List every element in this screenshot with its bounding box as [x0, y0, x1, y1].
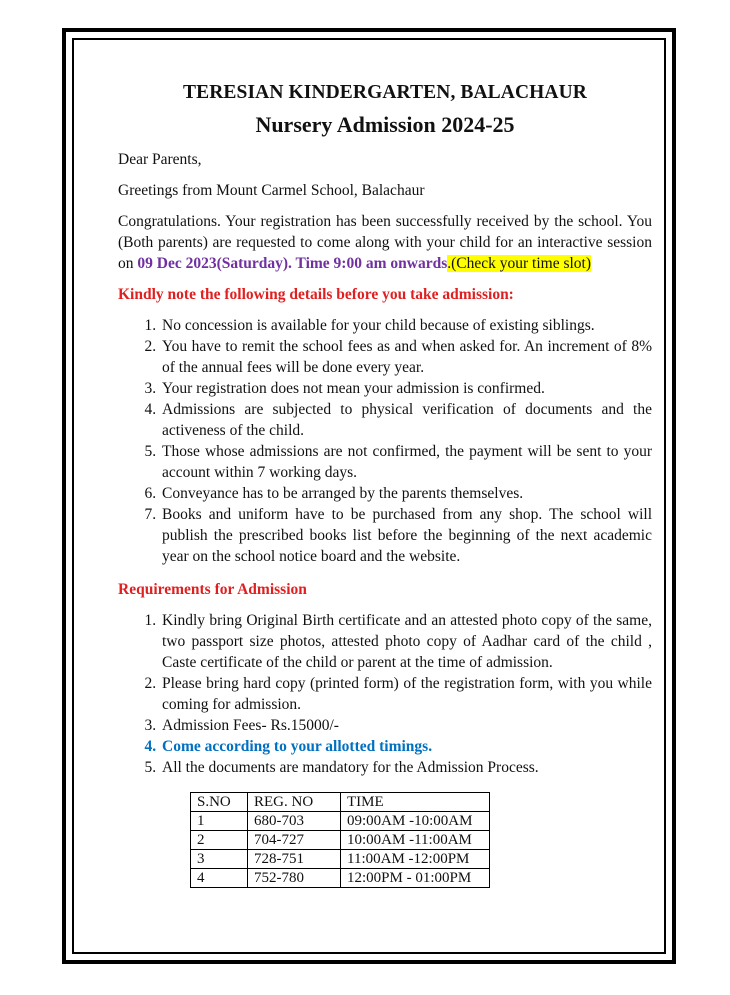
list-item: 1. Kindly bring Original Birth certificate and an attested photo copy of the same, two passport size photos, attested photo copy of Aadhar card of the child , Caste certificate of the child or parent at the time of admission. [160, 610, 652, 673]
list-item: 2. You have to remit the school fees as and when asked for. An increment of 8% of the annual fees will be done every year. [160, 336, 652, 378]
list-item: 2. Please bring hard copy (printed form) of the registration form, with you while coming for admission. [160, 673, 652, 715]
table-row [191, 850, 490, 869]
table-cell: 704-727 [248, 831, 341, 850]
table-cell: 12:00PM - 01:00PM [341, 869, 490, 888]
intro-dot: . [447, 255, 452, 272]
list-item: 5. All the documents are mandatory for the Admission Process. [160, 757, 652, 778]
list-item: 4. Admissions are subjected to physical verification of documents and the activeness of the child. [160, 399, 652, 441]
table-cell: 10:00AM -11:00AM [341, 831, 490, 850]
session-date-time: 09 Dec 2023(Saturday). Time 9:00 am onwards [137, 255, 448, 272]
greeting: Greetings from Mount Carmel School, Balachaur [118, 182, 425, 199]
requirements-list [118, 610, 652, 778]
table-cell: 4 [191, 869, 248, 888]
intro-paragraph [118, 211, 652, 274]
notice-document [118, 82, 652, 888]
table-row [191, 812, 490, 831]
intro-text: Congratulations. Your registration has been successfully received by the school. You (Both parents) are requested to come along with your child for an interactive session on [118, 213, 652, 272]
table-cell: 11:00AM -12:00PM [341, 850, 490, 869]
table-cell: 1 [191, 812, 248, 831]
table-row [191, 831, 490, 850]
details-list [118, 315, 652, 567]
list-item: 7. Books and uniform have to be purchased from any shop. The school will publish the prescribed books list before the beginning of the next academic year on the school notice board and the website. [160, 504, 652, 567]
list-item-timings: 4. Come according to your allotted timings. [160, 736, 652, 757]
table-cell: 680-703 [248, 812, 341, 831]
check-time-slot-note: (Check your time slot) [451, 255, 592, 272]
list-item: 1. No concession is available for your child because of existing siblings. [160, 315, 652, 336]
table-cell: 3 [191, 850, 248, 869]
notice-title: Nursery Admission 2024-25 [255, 112, 515, 137]
column-header: REG. NO [248, 793, 341, 812]
time-slot-table [190, 792, 490, 888]
column-header: TIME [341, 793, 490, 812]
school-name: TERESIAN KINDERGARTEN, BALACHAUR [183, 82, 587, 103]
list-item: 6. Conveyance has to be arranged by the parents themselves. [160, 483, 652, 504]
list-item: 3. Admission Fees- Rs.15000/- [160, 715, 652, 736]
details-heading: Kindly note the following details before you take admission: [118, 286, 514, 303]
list-item: 5. Those whose admissions are not confirmed, the payment will be sent to your account within 7 working days. [160, 441, 652, 483]
table-cell: 2 [191, 831, 248, 850]
requirements-heading: Requirements for Admission [118, 581, 307, 598]
salutation: Dear Parents, [118, 151, 202, 168]
table-header-row [191, 793, 490, 812]
table-cell: 752-780 [248, 869, 341, 888]
list-item: 3. Your registration does not mean your admission is confirmed. [160, 378, 652, 399]
table-row [191, 869, 490, 888]
column-header: S.NO [191, 793, 248, 812]
table-cell: 728-751 [248, 850, 341, 869]
table-cell: 09:00AM -10:00AM [341, 812, 490, 831]
